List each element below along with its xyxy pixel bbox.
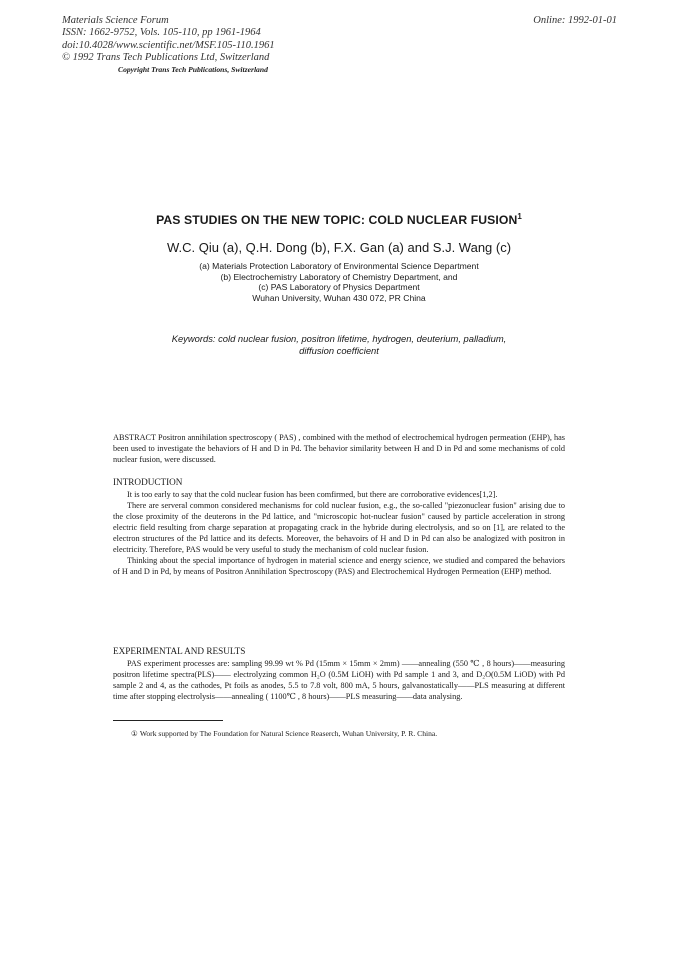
copyright-line: © 1992 Trans Tech Publications Ltd, Switzerland [62, 51, 270, 63]
copyright-stamp: Copyright Trans Tech Publications, Switzerland [118, 65, 268, 74]
experimental-heading: EXPERIMENTAL AND RESULTS [113, 646, 246, 656]
keywords-line-2: diffusion coefficient [299, 344, 379, 356]
intro-paragraph-1: It is too early to say that the cold nuclear fusion has been comfirmed, but there are corroborative evidences[1,2]. [127, 490, 498, 499]
footnote-text: Work supported by The Foundation for Natural Science Reaserch, Wuhan University, P. R. China. [139, 729, 438, 738]
online-date: Online: 1992-01-01 [533, 15, 617, 26]
affiliations [0, 261, 678, 303]
intro-paragraph-3: Thinking about the special importance of hydrogen in material science and energy science, we studied and compared the behaviors of H and D in Pd, by means of Positron Annihilation Spectroscopy (PAS) and Electrochemical Hydrogen Permeation (EHP) method. [113, 556, 565, 576]
footnote-divider [113, 720, 223, 721]
introduction-heading: INTRODUCTION [113, 477, 183, 487]
intro-paragraph-2: There are serveral common considered mechanisms for cold nuclear fusion, e.g., the so-called "piezonuclear fusion" arising due to the close proximity of the deuterons in the Pd lattice, and "microscopic hot-nuclear fusion" caused by particle acceleration in strong electric field resulting from charge separation at propagating crack in the hybride during electrolysis, and so on [1], are related to the electron structures of the Pd lattice and its defects. Moreover, the behavoirs of H and D in Pd can also be analogized with positron in electricity. Therefore, PAS would be very useful to study the mechanism of cold nuclear fusion. [113, 501, 565, 554]
abstract-text: ABSTRACT Positron annihilation spectroscopy ( PAS) , combined with the method of electrochemical hydrogen permeation (EHP), has been used to investigate the behaviors of H and D in Pd. The behavior similarity between H and D in Pd and some mechanisms of cold nuclear fusion, were discussed. [113, 433, 565, 464]
footnote [131, 729, 437, 738]
footnote-mark: ① [131, 729, 138, 738]
paper-title-text: PAS STUDIES ON THE NEW TOPIC: COLD NUCLEAR FUSION [156, 213, 518, 227]
paper-title [0, 213, 678, 227]
abstract [113, 432, 565, 465]
keywords-line-1: Keywords: cold nuclear fusion, positron lifetime, hydrogen, deuterium, palladium, [171, 333, 507, 344]
introduction-body [113, 489, 565, 577]
journal-name: Materials Science Forum [62, 15, 169, 26]
journal-metadata [62, 15, 275, 64]
issn-line: ISSN: 1662-9752, Vols. 105-110, pp 1961-1964 [62, 27, 261, 39]
affiliation-b: (b) Electrochemistry Laboratory of Chemistry Department, and [220, 271, 458, 282]
doi-line: doi:10.4028/www.scientific.net/MSF.105-110.1961 [62, 39, 275, 51]
affiliation-c: (c) PAS Laboratory of Physics Department [258, 282, 420, 293]
title-footnote-mark: 1 [517, 211, 522, 221]
experimental-paragraph-1: PAS experiment processes are: sampling 99.99 wt % Pd (15mm × 15mm × 2mm) ——annealing (550 ℃ , 8 hours)——measuring positron lifetime spectra(PLS)—— electrolyzing common H₂O (0.5M LiOH) with Pd sample 1 and 3, and D₂O(0.5M LiOD) with Pd sample 2 and 4, as the cathodes, Pt foils as anodes, 5.5 to 7.8 volt, 800 mA, 5 hours, galvanostatically——PLS measuring at different time after stopping electrolysis——annealing ( 1100℃ , 8 hours)——PLS measuring——data analysing. [113, 659, 565, 701]
author-list: W.C. Qiu (a), Q.H. Dong (b), F.X. Gan (a) and S.J. Wang (c) [166, 240, 512, 255]
affiliation-a: (a) Materials Protection Laboratory of Environmental Science Department [199, 261, 479, 271]
experimental-body [113, 658, 565, 702]
affiliation-address: Wuhan University, Wuhan 430 072, PR China [252, 292, 426, 303]
keywords [0, 333, 678, 356]
